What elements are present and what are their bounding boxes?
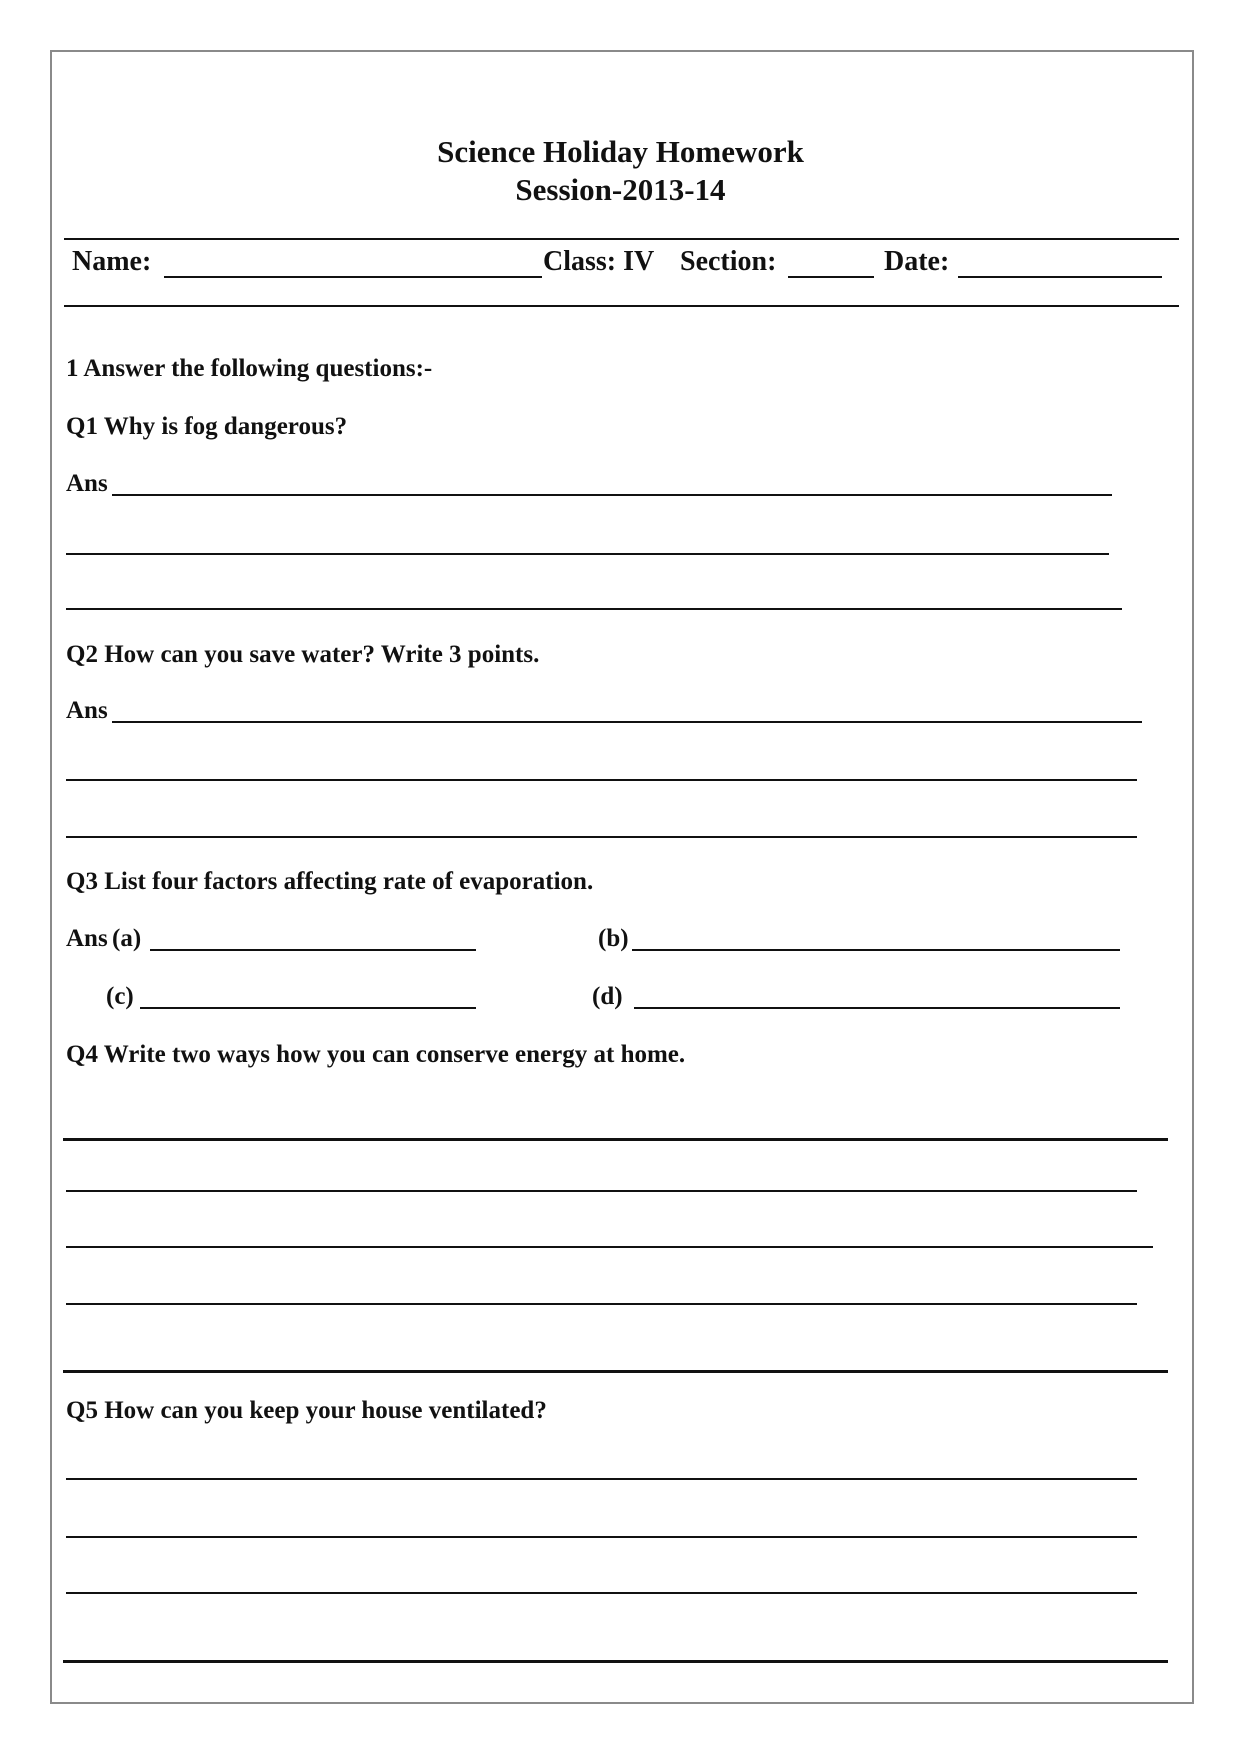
- q3-part-a-line[interactable]: [150, 949, 476, 951]
- q2-answer-line[interactable]: [66, 779, 1137, 781]
- name-field[interactable]: [164, 276, 542, 278]
- q1-answer-prefix: Ans: [66, 470, 108, 497]
- q5-answer-line[interactable]: [66, 1592, 1137, 1594]
- name-label: Name:: [72, 246, 152, 277]
- q2-answer-prefix: Ans: [66, 697, 108, 724]
- question-5: Q5 How can you keep your house ventilated?: [66, 1397, 547, 1424]
- q5-answer-line[interactable]: [63, 1660, 1168, 1663]
- class-label: Class: IV: [543, 246, 655, 277]
- q1-answer-line[interactable]: [66, 608, 1122, 610]
- section-heading: 1 Answer the following questions:-: [66, 355, 433, 382]
- section-label: Section:: [680, 246, 777, 277]
- section-field[interactable]: [788, 276, 874, 278]
- q3-part-b-line[interactable]: [632, 949, 1120, 951]
- q2-answer-line[interactable]: [66, 836, 1137, 838]
- q4-answer-line[interactable]: [66, 1303, 1137, 1305]
- question-1: Q1 Why is fog dangerous?: [66, 413, 348, 440]
- header-bottom-rule: [64, 305, 1179, 307]
- q2-answer-line[interactable]: [112, 721, 1142, 723]
- q4-answer-line[interactable]: [63, 1370, 1168, 1373]
- q4-answer-line[interactable]: [63, 1138, 1168, 1141]
- page-title: Science Holiday Homework: [437, 134, 804, 169]
- q5-answer-line[interactable]: [66, 1478, 1137, 1480]
- q3-answer-prefix: Ans: [66, 925, 108, 952]
- q1-answer-line[interactable]: [66, 553, 1109, 555]
- date-label: Date:: [884, 246, 950, 277]
- q1-answer-line[interactable]: [112, 494, 1112, 496]
- question-4: Q4 Write two ways how you can conserve energy at home.: [66, 1041, 686, 1068]
- q3-part-d-line[interactable]: [634, 1007, 1120, 1009]
- q3-part-b-label: (b): [598, 925, 629, 952]
- session-label: Session-2013-14: [515, 172, 726, 207]
- q5-answer-line[interactable]: [66, 1536, 1137, 1538]
- q4-answer-line[interactable]: [66, 1246, 1153, 1248]
- q3-part-c-label: (c): [106, 983, 134, 1010]
- header-top-rule: [64, 238, 1179, 240]
- q4-answer-line[interactable]: [66, 1190, 1137, 1192]
- date-field[interactable]: [958, 276, 1162, 278]
- question-2: Q2 How can you save water? Write 3 points.: [66, 641, 540, 668]
- q3-part-c-line[interactable]: [140, 1007, 476, 1009]
- question-3: Q3 List four factors affecting rate of evaporation.: [66, 868, 594, 895]
- q3-part-d-label: (d): [592, 983, 623, 1010]
- q3-part-a-label: (a): [112, 925, 142, 952]
